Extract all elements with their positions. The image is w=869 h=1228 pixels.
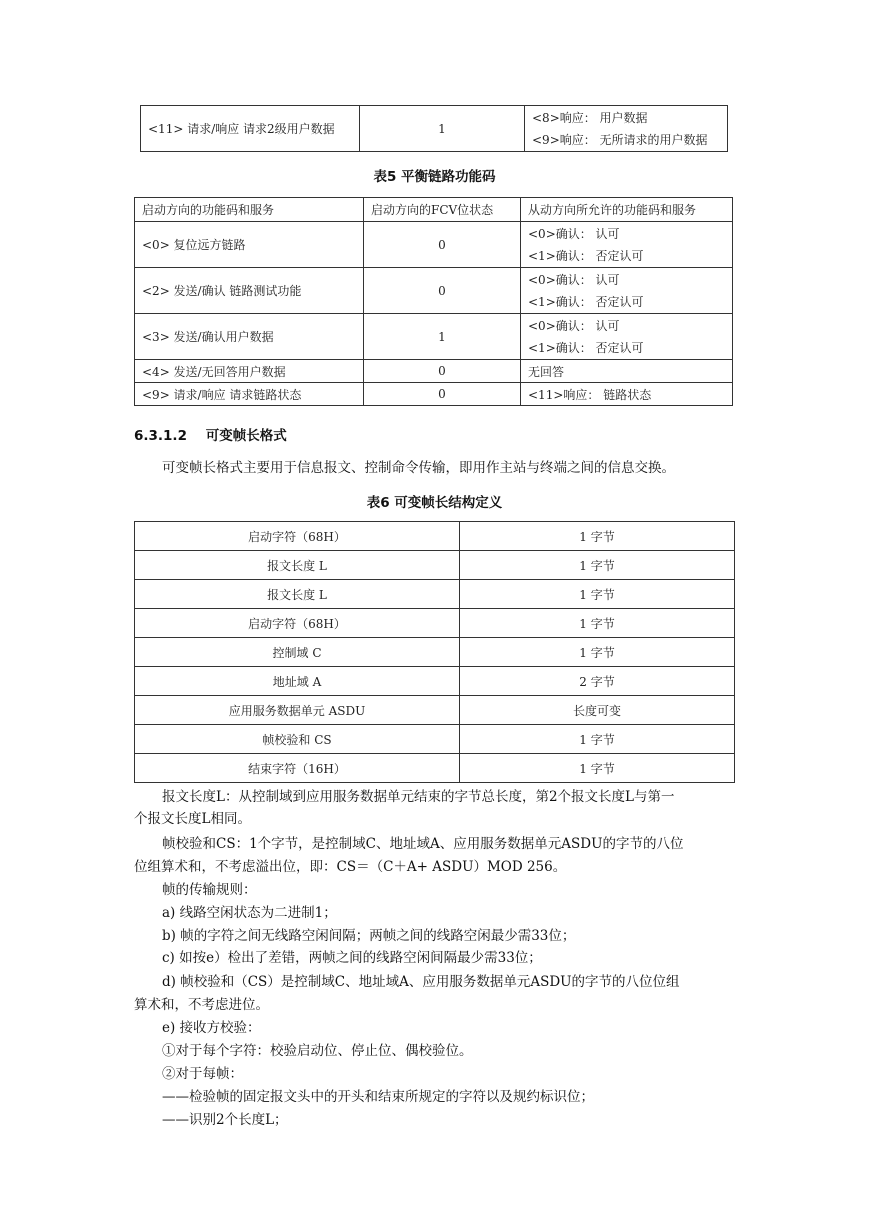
rule-e-2: ②对于每帧： bbox=[162, 1066, 243, 1082]
table-row bbox=[135, 754, 735, 783]
size-cell: 1 字节 bbox=[460, 754, 735, 783]
table6-caption: 表6 可变帧长结构定义 bbox=[366, 495, 503, 511]
field-cell: 控制域 C bbox=[135, 638, 460, 667]
rule-d-2: 算术和，不考虑进位。 bbox=[134, 997, 269, 1013]
table-row bbox=[135, 222, 733, 268]
func-cell: <2> 发送/确认 链路测试功能 bbox=[135, 268, 364, 314]
resp-cell: <11>响应： 链路状态 bbox=[521, 383, 733, 406]
para-rules-title: 帧的传输规则： bbox=[162, 882, 257, 898]
rule-e-4: ——识别2个长度L； bbox=[162, 1112, 288, 1128]
table-row bbox=[135, 667, 735, 696]
fcv-cell: 1 bbox=[360, 106, 525, 152]
table5 bbox=[134, 197, 733, 406]
fcv-cell: 0 bbox=[364, 383, 521, 406]
table-row bbox=[135, 551, 735, 580]
field-cell: 报文长度 L bbox=[135, 551, 460, 580]
field-cell: 应用服务数据单元 ASDU bbox=[135, 696, 460, 725]
func-cell: <0> 复位远方链路 bbox=[135, 222, 364, 268]
size-cell: 2 字节 bbox=[460, 667, 735, 696]
table-row bbox=[135, 580, 735, 609]
size-cell: 1 字节 bbox=[460, 522, 735, 551]
table-row bbox=[135, 638, 735, 667]
fcv-cell: 0 bbox=[364, 222, 521, 268]
table-top-continuation bbox=[140, 105, 728, 152]
header-cell: 启动方向的功能码和服务 bbox=[135, 198, 364, 222]
table-header-row bbox=[135, 198, 733, 222]
rule-b: b) 帧的字符之间无线路空闲间隔；两帧之间的线路空闲最少需33位； bbox=[162, 928, 576, 944]
size-cell: 1 字节 bbox=[460, 551, 735, 580]
size-cell: 1 字节 bbox=[460, 609, 735, 638]
table-row bbox=[135, 268, 733, 314]
table-row bbox=[141, 106, 728, 152]
para-length-1: 报文长度L：从控制域到应用服务数据单元结束的字节总长度，第2个报文长度L与第一 bbox=[162, 789, 675, 805]
rule-d-1: d) 帧校验和（CS）是控制域C、地址域A、应用服务数据单元ASDU的字节的八位位组 bbox=[162, 974, 680, 990]
field-cell: 启动字符（68H） bbox=[135, 522, 460, 551]
func-cell: <3> 发送/确认用户数据 bbox=[135, 314, 364, 360]
func-cell: <11> 请求/响应 请求2级用户数据 bbox=[141, 106, 360, 152]
func-cell: <4> 发送/无回答用户数据 bbox=[135, 360, 364, 383]
section-heading: 6.3.1.2 可变帧长格式 bbox=[134, 428, 287, 444]
rule-e: e) 接收方校验： bbox=[162, 1020, 261, 1036]
resp-cell: <0>确认： 认可 <1>确认： 否定认可 bbox=[521, 268, 733, 314]
resp-cell: <0>确认： 认可 <1>确认： 否定认可 bbox=[521, 314, 733, 360]
resp-cell: 无回答 bbox=[521, 360, 733, 383]
para-checksum-1: 帧校验和CS：1个字节，是控制域C、地址域A、应用服务数据单元ASDU的字节的八位 bbox=[162, 836, 684, 852]
field-cell: 启动字符（68H） bbox=[135, 609, 460, 638]
rule-e-3: ——检验帧的固定报文头中的开头和结束所规定的字符以及规约标识位； bbox=[162, 1089, 594, 1105]
fcv-cell: 1 bbox=[364, 314, 521, 360]
table-row bbox=[135, 522, 735, 551]
header-cell: 从动方向所允许的功能码和服务 bbox=[521, 198, 733, 222]
table-row bbox=[135, 725, 735, 754]
field-cell: 地址域 A bbox=[135, 667, 460, 696]
field-cell: 结束字符（16H） bbox=[135, 754, 460, 783]
table-row bbox=[135, 383, 733, 406]
rule-e-1: ①对于每个字符：校验启动位、停止位、偶校验位。 bbox=[162, 1043, 473, 1059]
size-cell: 1 字节 bbox=[460, 580, 735, 609]
section-intro: 可变帧长格式主要用于信息报文、控制命令传输，即用作主站与终端之间的信息交换。 bbox=[162, 460, 675, 476]
fcv-cell: 0 bbox=[364, 360, 521, 383]
header-cell: 启动方向的FCV位状态 bbox=[364, 198, 521, 222]
resp-cell: <8>响应： 用户数据 <9>响应： 无所请求的用户数据 bbox=[525, 106, 728, 152]
table5-caption: 表5 平衡链路功能码 bbox=[373, 169, 496, 185]
table-row bbox=[135, 696, 735, 725]
table-row bbox=[135, 609, 735, 638]
para-length-2: 个报文长度L相同。 bbox=[134, 811, 251, 827]
rule-a: a) 线路空闲状态为二进制1； bbox=[162, 905, 337, 921]
func-cell: <9> 请求/响应 请求链路状态 bbox=[135, 383, 364, 406]
size-cell: 1 字节 bbox=[460, 638, 735, 667]
size-cell: 1 字节 bbox=[460, 725, 735, 754]
fcv-cell: 0 bbox=[364, 268, 521, 314]
table6 bbox=[134, 521, 735, 783]
table-row bbox=[135, 360, 733, 383]
size-cell: 长度可变 bbox=[460, 696, 735, 725]
rule-c: c) 如按e）检出了差错，两帧之间的线路空闲间隔最少需33位； bbox=[162, 950, 542, 966]
table-row bbox=[135, 314, 733, 360]
field-cell: 帧校验和 CS bbox=[135, 725, 460, 754]
resp-cell: <0>确认： 认可 <1>确认： 否定认可 bbox=[521, 222, 733, 268]
para-checksum-2: 位组算术和，不考虑溢出位，即：CS＝（C＋A+ ASDU）MOD 256。 bbox=[134, 859, 567, 875]
field-cell: 报文长度 L bbox=[135, 580, 460, 609]
